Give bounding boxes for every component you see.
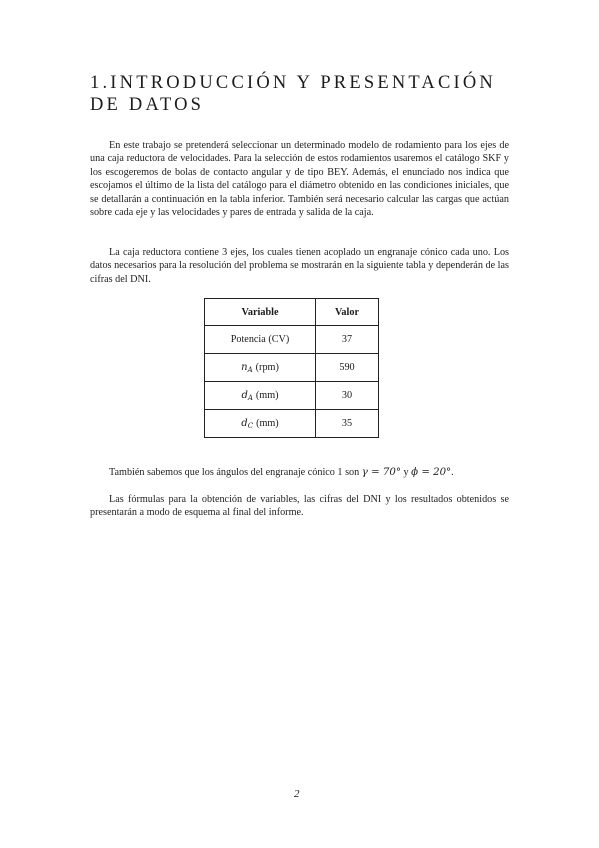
row-label: Potencia (CV): [230, 334, 290, 345]
variable-symbol: n: [241, 361, 248, 373]
row-value: 590: [316, 354, 379, 382]
data-paragraph: La caja reductora contiene 3 ejes, los cuales tienen acoplado un engranaje cónico cada uno. Los datos necesarios para la resolución del problema se mostrarán en la siguiente tabla y dependerán de las cifras del DNI.: [90, 247, 509, 285]
formulas-paragraph: Las fórmulas para la obtención de variables, las cifras del DNI y los resultados obtenidos se presentarán a modo de esquema al final del informe.: [90, 494, 509, 519]
table-row: [205, 410, 379, 438]
row-label: (rpm): [255, 361, 279, 373]
angles-paragraph: [90, 466, 509, 479]
row-variable: [205, 354, 316, 382]
row-variable: [205, 410, 316, 438]
row-label: (mm): [255, 389, 279, 401]
variable-subscript: A: [247, 393, 253, 402]
variable-symbol: d: [241, 389, 248, 401]
row-variable: [205, 382, 316, 410]
variable-subscript: A: [247, 365, 253, 374]
table-row: [205, 326, 379, 354]
row-value: 30: [316, 382, 379, 410]
row-value: 35: [316, 410, 379, 438]
angles-conjunction: y: [400, 467, 412, 478]
variable-subscript: C: [247, 421, 254, 430]
header-valor: Valor: [316, 299, 379, 326]
variable-symbol: d: [241, 417, 248, 429]
section-heading: 1.INTRODUCCIÓN Y PRESENTACIÓN DE DATOS: [90, 73, 496, 115]
row-value: 37: [316, 326, 379, 354]
page-number: 2: [294, 788, 300, 800]
phi-formula: ϕ = 20°: [411, 467, 452, 478]
data-table: [204, 298, 379, 438]
table-header-row: [205, 299, 379, 326]
table-row: [205, 382, 379, 410]
angles-end: .: [451, 467, 454, 478]
gamma-formula: γ = 70°: [361, 467, 401, 478]
header-variable: Variable: [205, 299, 316, 326]
row-variable: [205, 326, 316, 354]
intro-paragraph: En este trabajo se pretenderá seleccionar un determinado modelo de rodamiento para los ejes de una caja reductora de velocidades. Para la selección de estos rodamientos usaremos el catálogo SKF y los escogeremos de bolas de contacto angular y de tipo BEY. Además, el enunciado nos indica que escojamos el último de la lista del catálogo para el diámetro obtenido en las condiciones iniciales, que se detallarán a continuación en la tabla inferior. También será necesario calcular las cargas que actúan sobre cada eje y las velocidades y pares de entrada y salida de la caja.: [90, 140, 509, 219]
angles-text: También sabemos que los ángulos del engranaje cónico 1 son: [109, 467, 362, 478]
row-label: (mm): [256, 417, 279, 429]
table-row: [205, 354, 379, 382]
